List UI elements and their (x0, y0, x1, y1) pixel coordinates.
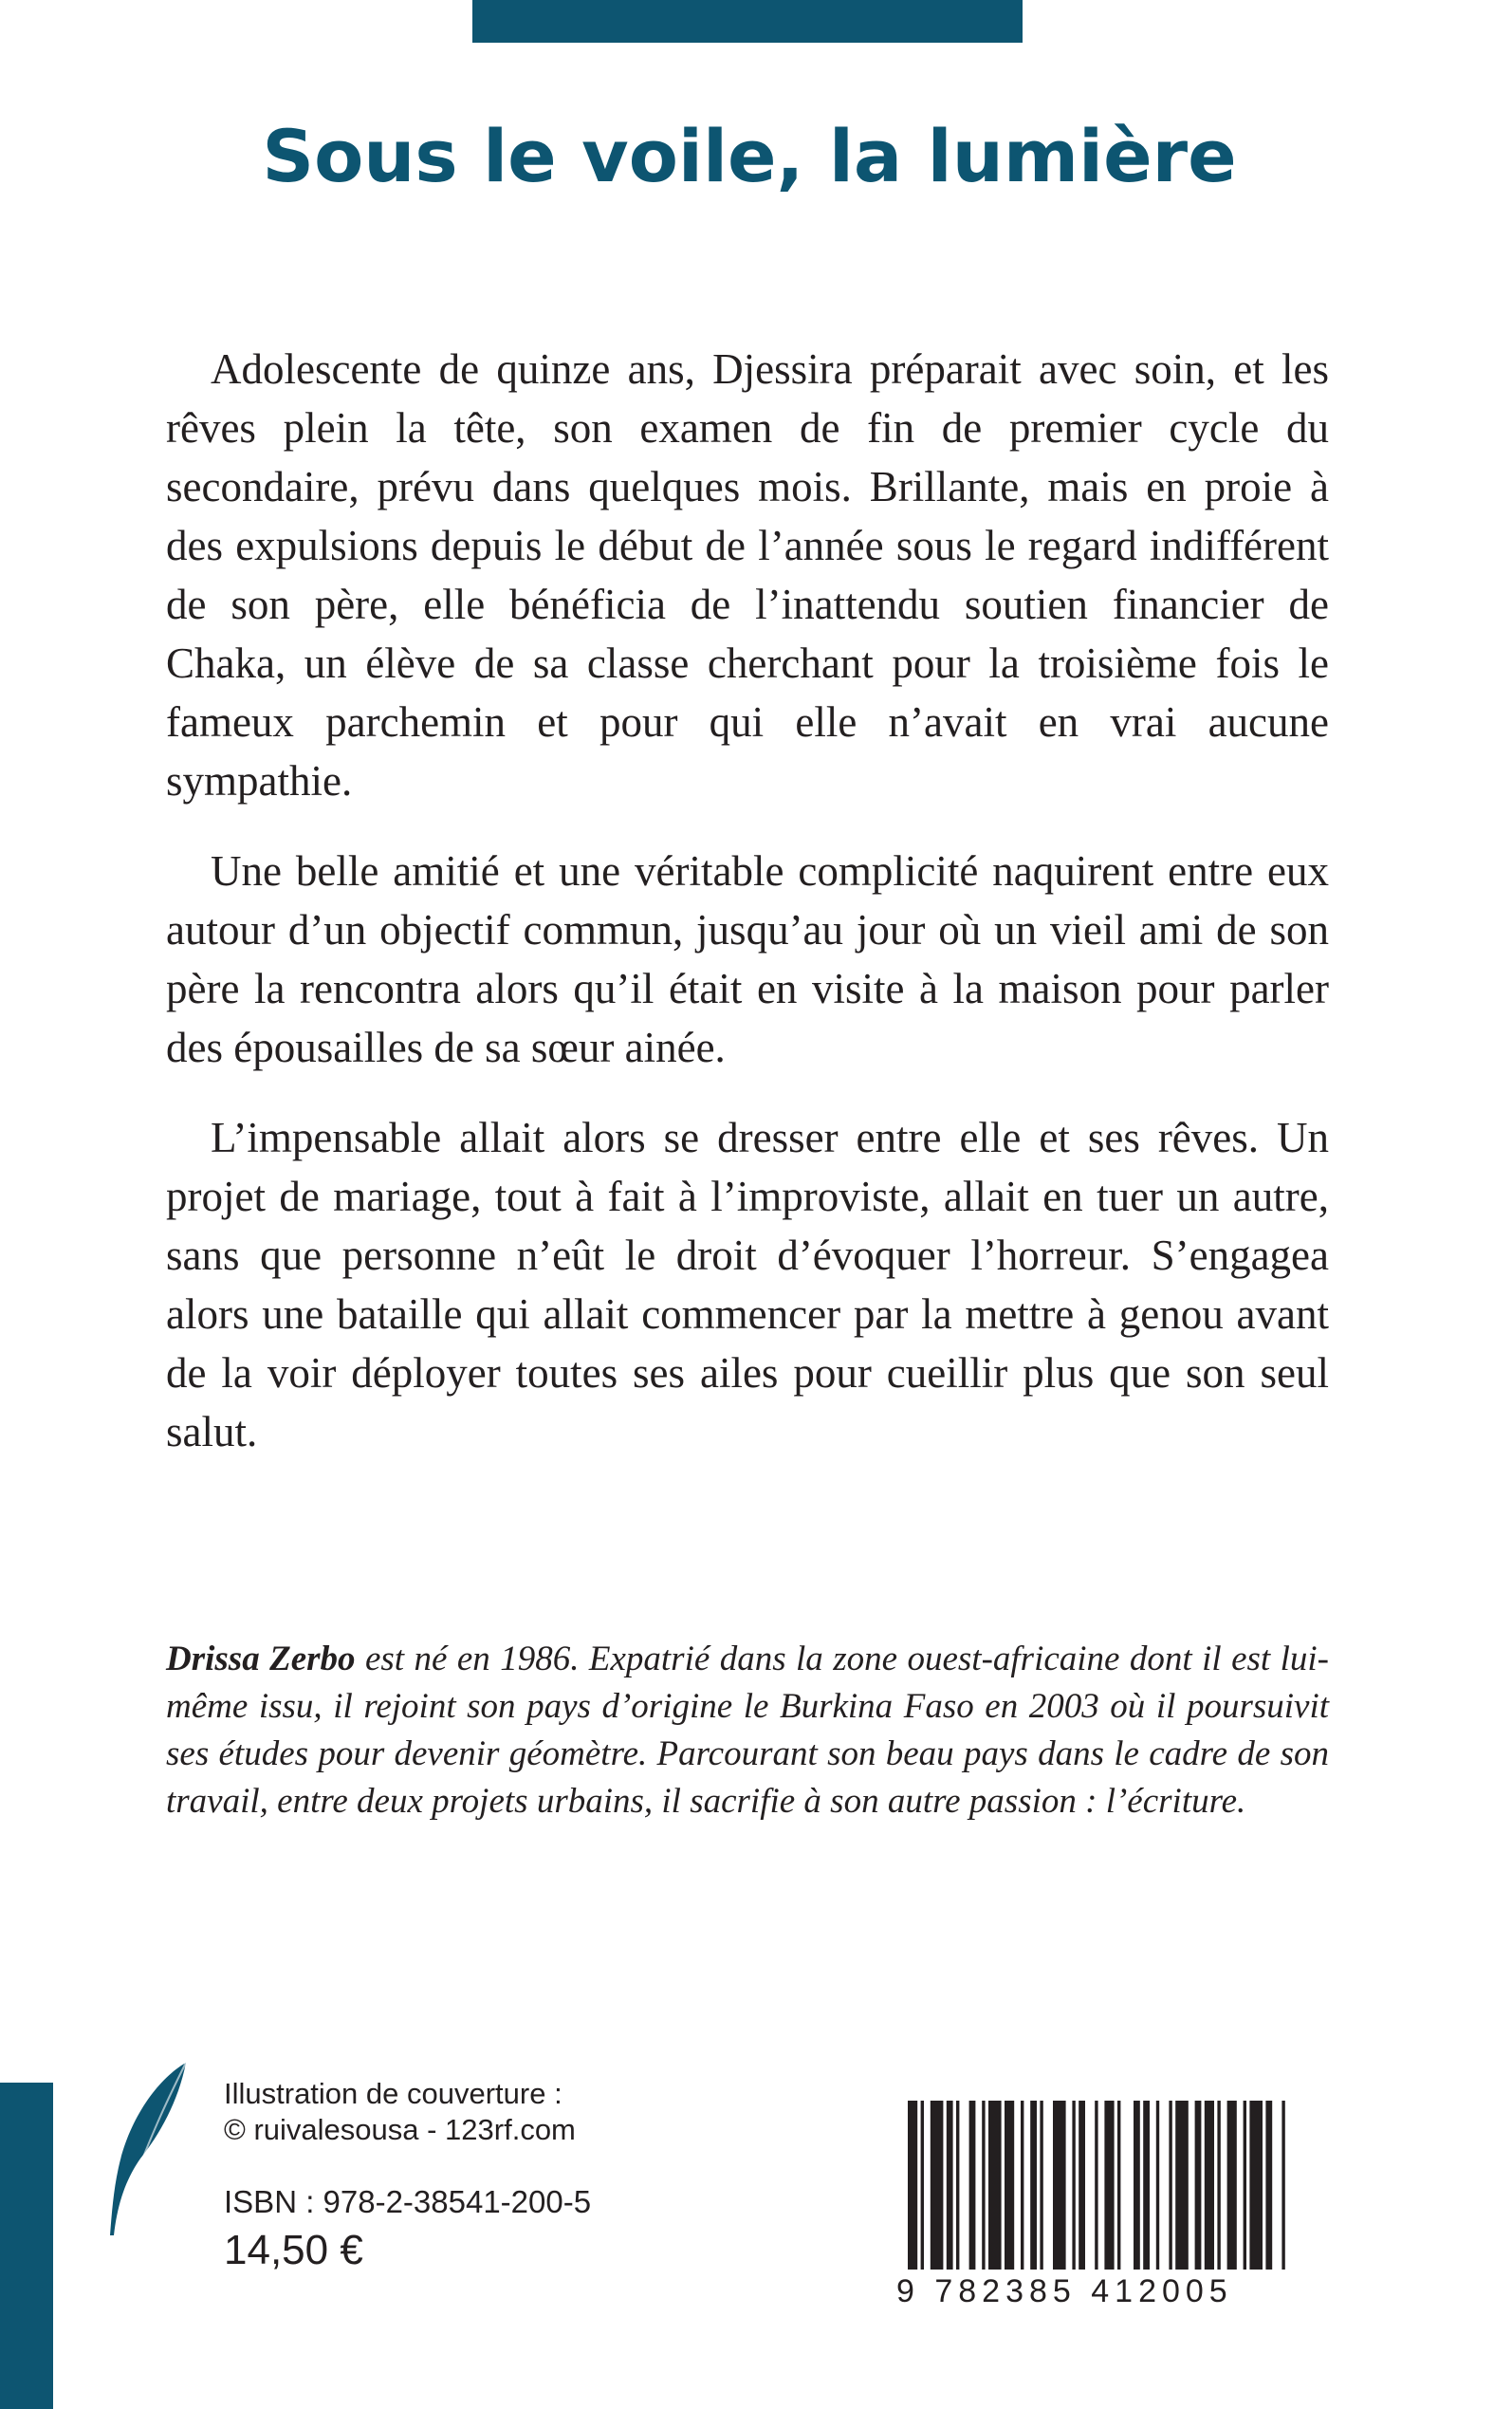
author-name: Drissa Zerbo (166, 1640, 356, 1678)
barcode-bar (1265, 2101, 1272, 2270)
top-accent-bar (472, 0, 1023, 43)
barcode-bar (969, 2101, 976, 2270)
book-title: Sous le voile, la lumière (262, 114, 1237, 198)
barcode-bar (1005, 2101, 1014, 2270)
barcode-bar (1227, 2101, 1237, 2270)
barcode-bar (1282, 2101, 1284, 2270)
barcode-bar (1156, 2101, 1159, 2270)
summary-paragraph: Une belle amitié et une véritable complicité naquirent entre eux autour d’un objectif commun, jusqu’au jour où un vieil ami de son père la rencontra alors qu’il était en visite à la maison pour parler des épousailles de sa sœur ainée. (166, 847, 1329, 1071)
publication-info (224, 2076, 591, 2275)
barcode-bar (1079, 2101, 1085, 2270)
barcode-bar (1117, 2101, 1120, 2270)
barcode-bar (1244, 2101, 1246, 2270)
barcode-bar (1195, 2101, 1202, 2270)
book-summary (166, 340, 1329, 1492)
barcode-bar (982, 2101, 985, 2270)
barcode-bar (1134, 2101, 1140, 2270)
barcode-bar (1205, 2101, 1214, 2270)
barcode-bar (921, 2101, 924, 2270)
barcode-bar (908, 2101, 917, 2270)
barcode-bar (1072, 2101, 1075, 2270)
barcode-bar (1021, 2101, 1023, 2270)
summary-paragraph: Adolescente de quinze ans, Djessira préparait avec soin, et les rêves plein la tête, son examen de fin de premier cycle du secondaire, prévu dans quelques mois. Brillante, mais en proie à des expulsions depuis le début de l’année sous le regard indifférent de son père, elle bénéficia de l’inattendu soutien financier de Chaka, un élève de sa classe cherchant pour la troisième fois le fameux parchemin et pour qui elle n’avait en vrai aucune sympathie. (166, 345, 1329, 805)
illustration-credit-source: © ruivalesousa - 123rf.com (224, 2113, 576, 2146)
barcode-bar (1175, 2101, 1189, 2270)
barcode-bar (1095, 2101, 1097, 2270)
barcode-digits: 9 782385 412005 (896, 2273, 1233, 2309)
barcode-bar (947, 2101, 953, 2270)
left-accent-bar (0, 2083, 53, 2409)
barcode-bar (1249, 2101, 1263, 2270)
barcode-bar (1169, 2101, 1171, 2270)
barcode-bar (1030, 2101, 1037, 2270)
barcode-bar (931, 2101, 944, 2270)
barcode-bar (1217, 2101, 1220, 2270)
illustration-credit-label: Illustration de couverture : (224, 2077, 562, 2110)
author-bio-text: est né en 1986. Expatrié dans la zone ouest-africaine dont il est lui-même issu, il rejoint son pays d’origine le Burkina Faso en 2003 où il poursuivit ses études pour devenir géomètre. Parcourant son beau pays dans le cadre de son travail, entre deux projets urbains, il sacrifie à son autre passion : l’écriture. (166, 1640, 1329, 1821)
summary-paragraph: L’impensable allait alors se dresser entre elle et ses rêves. Un projet de mariage, tout à fait à l’improviste, allait en tuer un autre, sans que personne n’eût le droit d’évoquer l’horreur. S’engagea alors une bataille qui allait commencer par la mettre à genou avant de la voir déployer toutes ses ailes pour cueillir plus que son seul salut. (166, 1114, 1329, 1455)
barcode-bar (956, 2101, 959, 2270)
isbn: ISBN : 978-2-38541-200-5 (224, 2184, 592, 2219)
price: 14,50 € (224, 2227, 363, 2273)
barcode-bar (1040, 2101, 1042, 2270)
barcode-bar (1104, 2101, 1114, 2270)
barcode-bar (1053, 2101, 1066, 2270)
feather-icon (102, 2059, 188, 2239)
barcode-bar (988, 2101, 1002, 2270)
barcode-bar (1143, 2101, 1150, 2270)
author-bio (166, 1636, 1329, 1825)
barcode (896, 2101, 1333, 2281)
